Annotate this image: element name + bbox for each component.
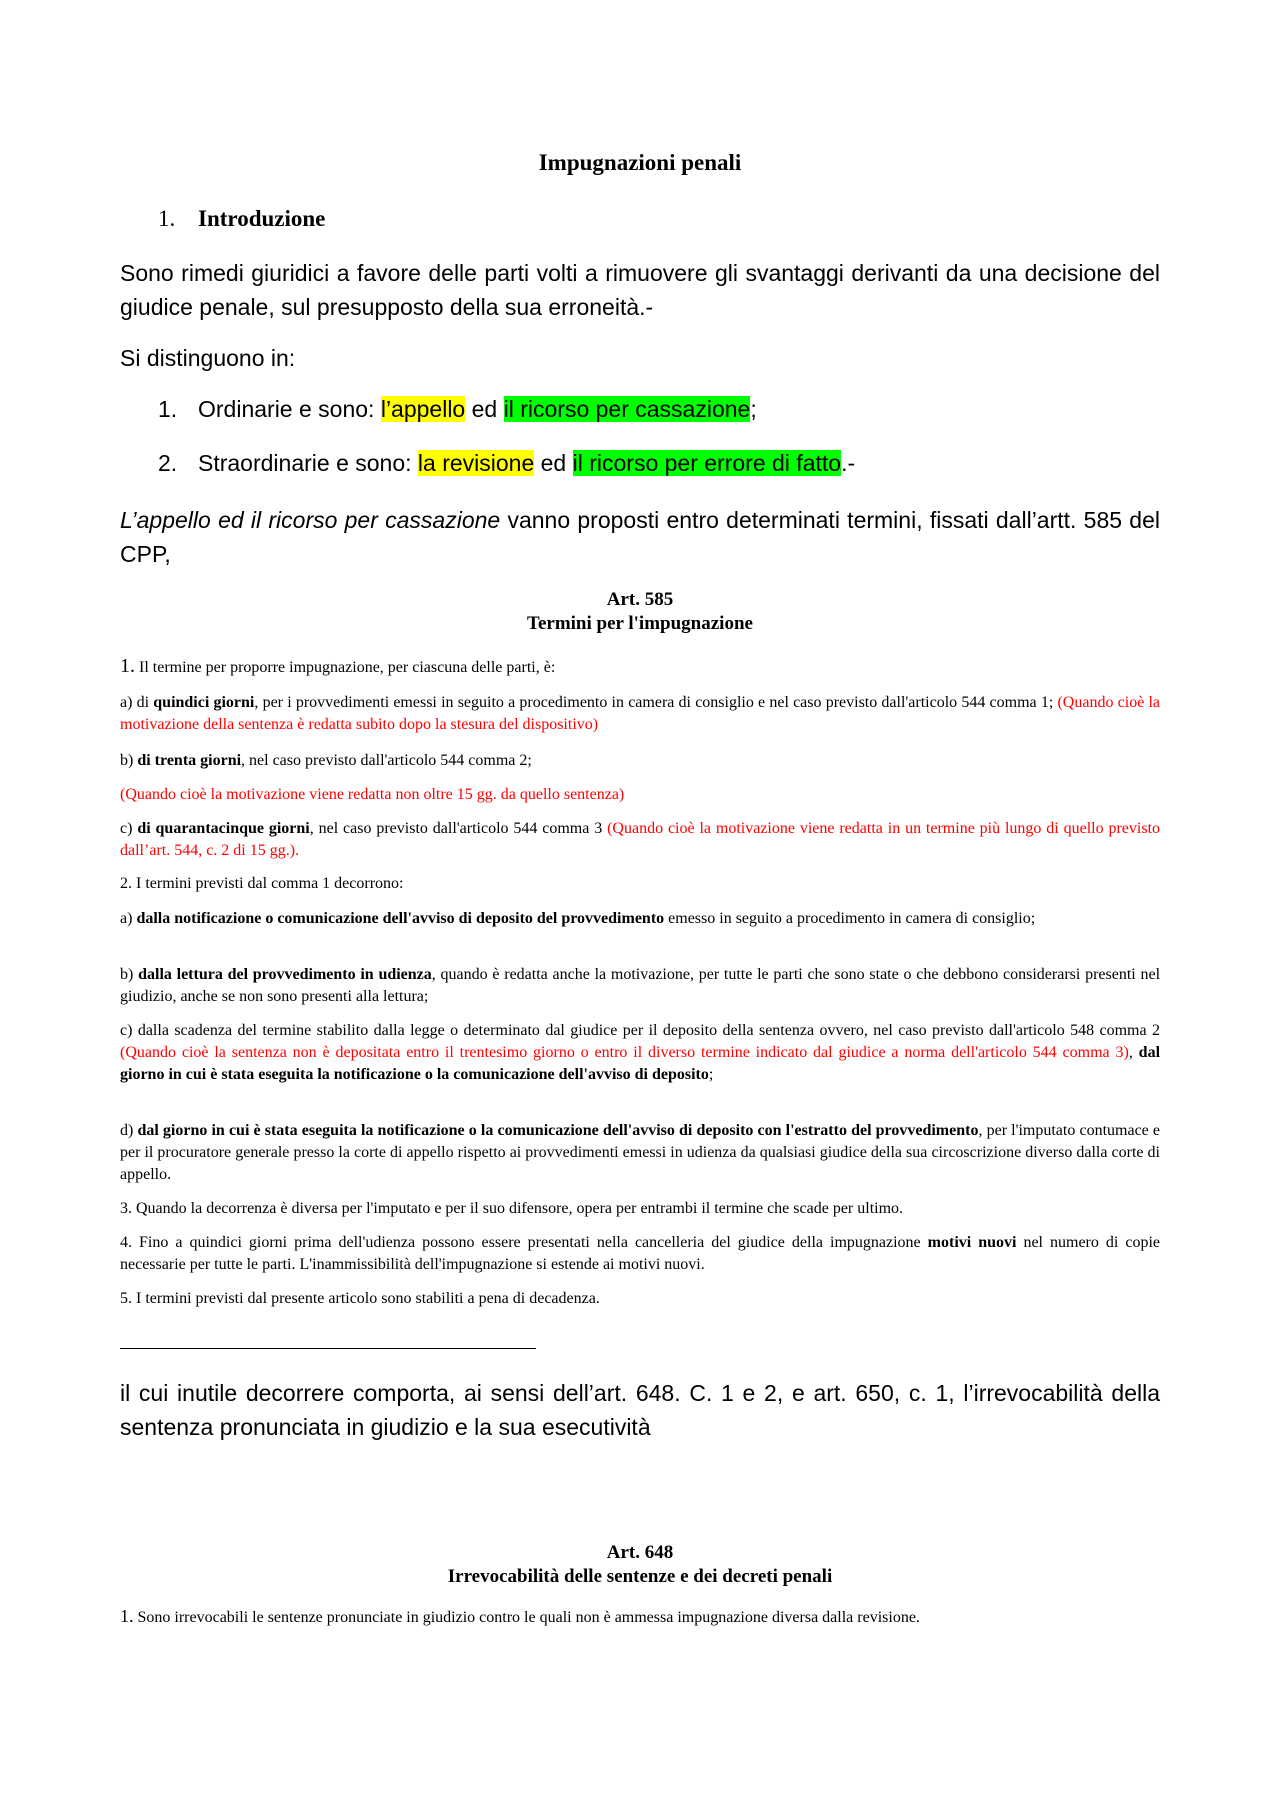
art648-subtitle: Irrevocabilità delle sentenze e dei decreti penali	[447, 1566, 833, 1587]
highlight-ricorso-errore: il ricorso per errore di fatto	[572, 450, 842, 476]
art585-letter-b-note: (Quando cioè la motivazione viene redatta non oltre 15 gg. da quello sentenza)	[120, 786, 625, 803]
intro-paragraph: Sono rimedi giuridici a favore delle parti volti a rimuovere gli svantaggi derivanti da una decisione del giudice penale, sul presupposto della sua erroneità.-	[120, 260, 1160, 320]
section-heading	[158, 206, 325, 232]
section-number: 1.	[158, 206, 176, 231]
art585-subtitle: Termini per l'impugnazione	[527, 613, 753, 634]
art648-heading	[0, 1541, 1280, 1589]
art585-letter-b: b) di trenta giorni, nel caso previsto dall'articolo 544 comma 2;	[120, 752, 532, 769]
art585-comma-1: 1. Il termine per proporre impugnazione, per ciascuna delle parti, è:	[120, 655, 556, 677]
art648-comma-1: 1. Sono irrevocabili le sentenze pronunciate in giudizio contro le quali non è ammessa impugnazione diversa dalla revisione.	[120, 1606, 920, 1626]
art585-heading	[0, 588, 1280, 636]
art585-decorrenza-a: a) dalla notificazione o comunicazione dell'avviso di deposito del provvedimento emesso in seguito a procedimento in camera di consiglio;	[120, 910, 1036, 927]
art585-comma-3: 3. Quando la decorrenza è diversa per l'imputato e per il suo difensore, opera per entrambi il termine che scade per ultimo.	[120, 1200, 904, 1217]
art648-number: Art. 648	[606, 1542, 674, 1563]
art585-comma-4: 4. Fino a quindici giorni prima dell'udienza possono essere presentati nella cancelleria del giudice della impugnazione motivi nuovi nel numero di copie necessarie per tutte le parti. L'inammissibilità dell'impugnazione si estende ai motivi nuovi.	[120, 1234, 1160, 1273]
list-item: 1. Ordinarie e sono: l’appello ed il ricorso per cassazione;	[158, 396, 757, 422]
page-title: Impugnazioni penali	[538, 150, 742, 175]
highlight-appello: l’appello	[380, 396, 466, 422]
art585-letter-a: a) di quindici giorni, per i provvedimenti emessi in seguito a procedimento in camera di consiglio e nel caso previsto dall'articolo 544 comma 1; (Quando cioè la motivazione della sentenza è redatta subito dopo la stesura del dispositivo)	[120, 694, 1161, 733]
distinguish-text: Si distinguono in:	[120, 345, 296, 371]
art585-decorrenza-c: c) dalla scadenza del termine stabilito dalla legge o determinato dal giudice per il deposito della sentenza ovvero, nel caso previsto dall'articolo 548 comma 2 (Quando cioè la sentenza non è depositata entro il trentesimo giorno o entro il diverso termine indicato dal giudice a norma dell'articolo 544 comma 3), dal giorno in cui è stata eseguita la notificazione o la comunicazione dell'avviso di deposito;	[120, 1022, 1161, 1083]
highlight-ricorso-cassazione: il ricorso per cassazione	[503, 396, 751, 422]
terms-paragraph: L’appello ed il ricorso per cassazione vanno proposti entro determinati termini, fissati dall’artt. 585 del CPP,	[120, 507, 1160, 567]
list-item: 2. Straordinarie e sono: la revisione ed il ricorso per errore di fatto.-	[158, 450, 856, 476]
art585-decorrenza-d: d) dal giorno in cui è stata eseguita la notificazione o la comunicazione dell'avviso di deposito con l'estratto del provvedimento, per l'imputato contumace e per il procuratore generale presso la corte di appello rispetto ai provvedimenti emessi in udienza da qualsiasi giudice della sua circoscrizione diverso dalla corte di appello.	[120, 1122, 1161, 1183]
art585-decorrenza-b: b) dalla lettura del provvedimento in udienza, quando è redatta anche la motivazione, per tutte le parti che sono state o che debbono considerarsi presenti nel giudizio, anche se non sono presenti alla lettura;	[120, 966, 1161, 1005]
art585-number: Art. 585	[606, 589, 674, 610]
after-paragraph: il cui inutile decorrere comporta, ai sensi dell’art. 648. C. 1 e 2, e art. 650, c. 1, l’irrevocabilità della sentenza pronunciata in giudizio e la sua esecutività	[120, 1380, 1160, 1440]
highlight-revisione: la revisione	[417, 450, 535, 476]
art585-letter-c: c) di quarantacinque giorni, nel caso previsto dall'articolo 544 comma 3 (Quando cioè la motivazione viene redatta in un termine più lungo di quello previsto dall’art. 544, c. 2 di 15 gg.).	[120, 820, 1161, 859]
separator-rule	[120, 1348, 536, 1349]
art585-comma-5: 5. I termini previsti dal presente articolo sono stabiliti a pena di decadenza.	[120, 1290, 600, 1307]
section-title: Introduzione	[198, 206, 326, 231]
art585-comma-2: 2. I termini previsti dal comma 1 decorrono:	[120, 875, 404, 892]
